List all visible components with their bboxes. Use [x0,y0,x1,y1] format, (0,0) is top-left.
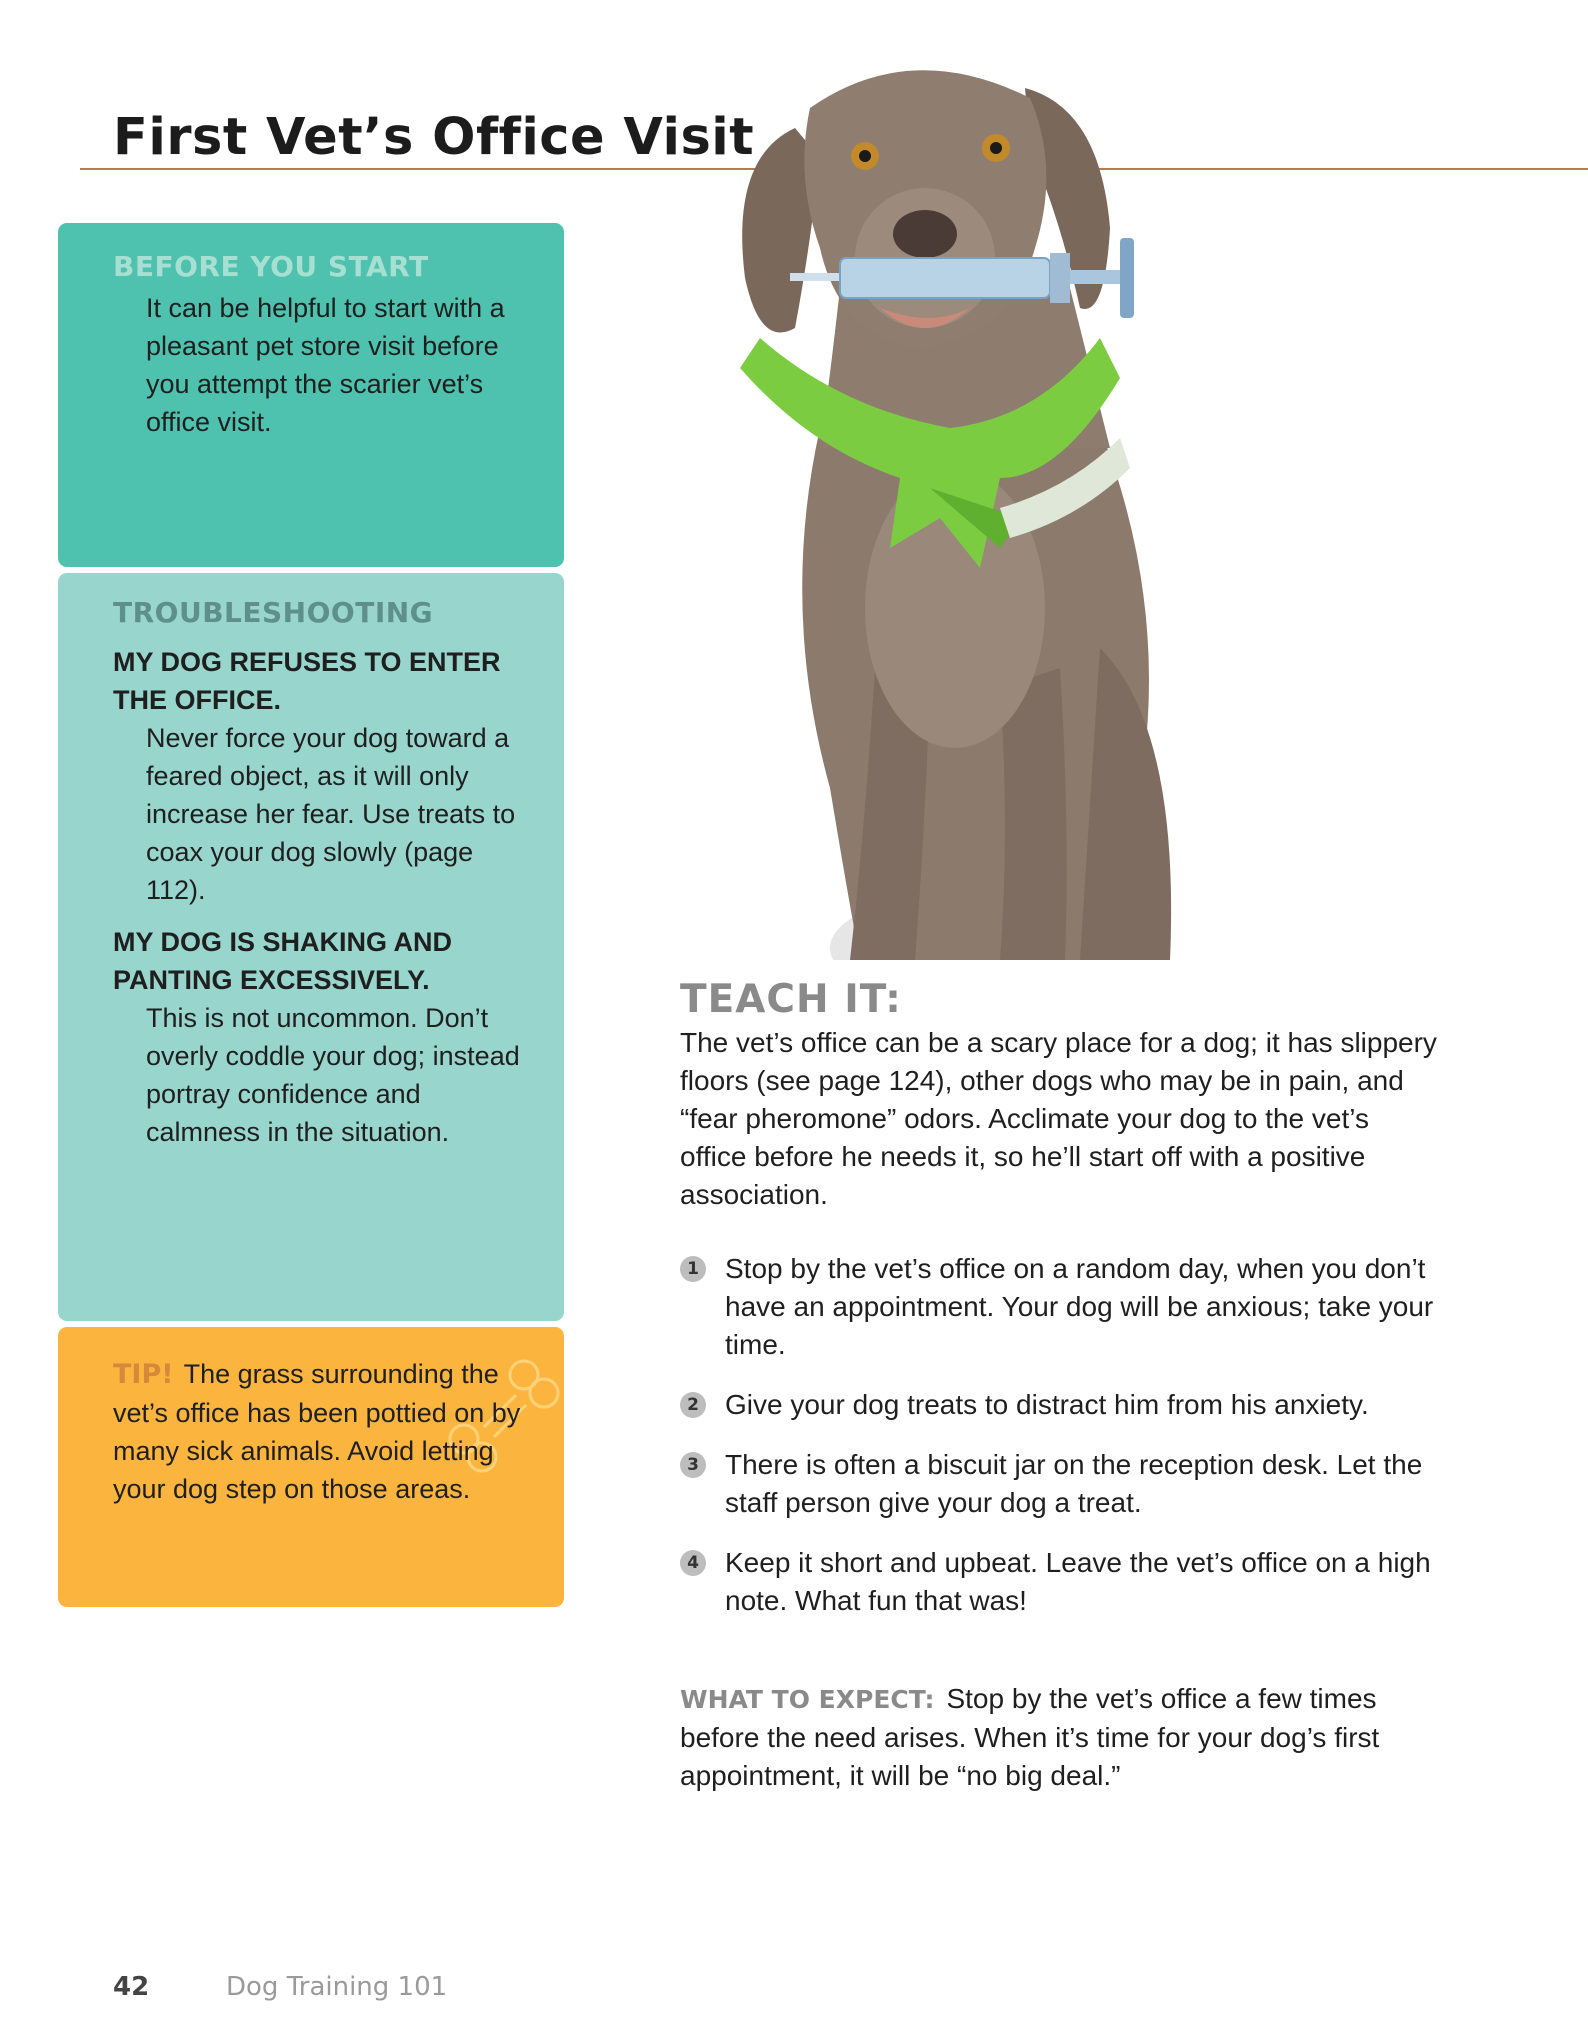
step-number-badge: 2 [680,1392,706,1418]
before-you-start-heading: BEFORE YOU START [113,250,429,283]
step-number-badge: 3 [680,1452,706,1478]
what-to-expect-label: WHAT TO EXPECT: [680,1685,935,1714]
step-text: Stop by the vet’s office on a random day, when you don’t have an appointment. Your dog will be anxious; take your time. [725,1253,1434,1360]
step-number-badge: 4 [680,1550,706,1576]
list-item [680,1250,1440,1364]
list-item [680,1446,1440,1522]
book-title: Dog Training 101 [226,1972,448,2002]
step-text: Give your dog treats to distract him from his anxiety. [725,1389,1369,1420]
tip-body: The grass surrounding the vet’s office has been pottied on by many sick animals. Avoid letting your dog step on those areas. [113,1359,521,1504]
tip-box [58,1327,564,1607]
troubleshooting-question: MY DOG REFUSES TO ENTER THE OFFICE. [113,647,501,715]
step-text: Keep it short and upbeat. Leave the vet’s office on a high note. What fun that was! [725,1547,1431,1616]
troubleshooting-box [58,573,564,1321]
step-number-badge: 1 [680,1256,706,1282]
page-title: First Vet’s Office Visit [113,108,755,167]
what-to-expect [680,1680,1440,1795]
troubleshooting-heading: TROUBLESHOOTING [113,596,434,629]
step-text: There is often a biscuit jar on the reception desk. Let the staff person give your dog a treat. [725,1449,1423,1518]
before-you-start-text: It can be helpful to start with a pleasant pet store visit before you attempt the scarier vet’s office visit. [146,293,505,437]
page-number: 42 [113,1972,150,2002]
steps-list [680,1250,1440,1642]
tip-text [113,1355,530,1508]
weimaraner-with-syringe-image [700,48,1300,960]
troubleshooting-answer: This is not uncommon. Don’t overly coddle your dog; instead portray confidence and calmness in the situation. [146,1003,520,1147]
troubleshooting-question: MY DOG IS SHAKING AND PANTING EXCESSIVELY. [113,927,453,995]
what-to-expect-text: Stop by the vet’s office a few times before the need arises. When it’s time for your dog’s first appointment, it will be “no big deal.” [680,1683,1380,1791]
before-you-start-box [58,223,564,567]
teach-it-heading: TEACH IT: [680,977,902,1022]
teach-it-intro: The vet’s office can be a scary place for a dog; it has slippery floors (see page 124), other dogs who may be in pain, and “fear pheromone” odors. Acclimate your dog to the vet’s office before he needs it, so he’ll start off with a positive association. [680,1027,1437,1210]
tip-label: TIP! [113,1359,174,1390]
troubleshooting-answer: Never force your dog toward a feared object, as it will only increase her fear. Use treats to coax your dog slowly (page 112). [146,723,516,905]
list-item [680,1386,1440,1424]
list-item [680,1544,1440,1620]
